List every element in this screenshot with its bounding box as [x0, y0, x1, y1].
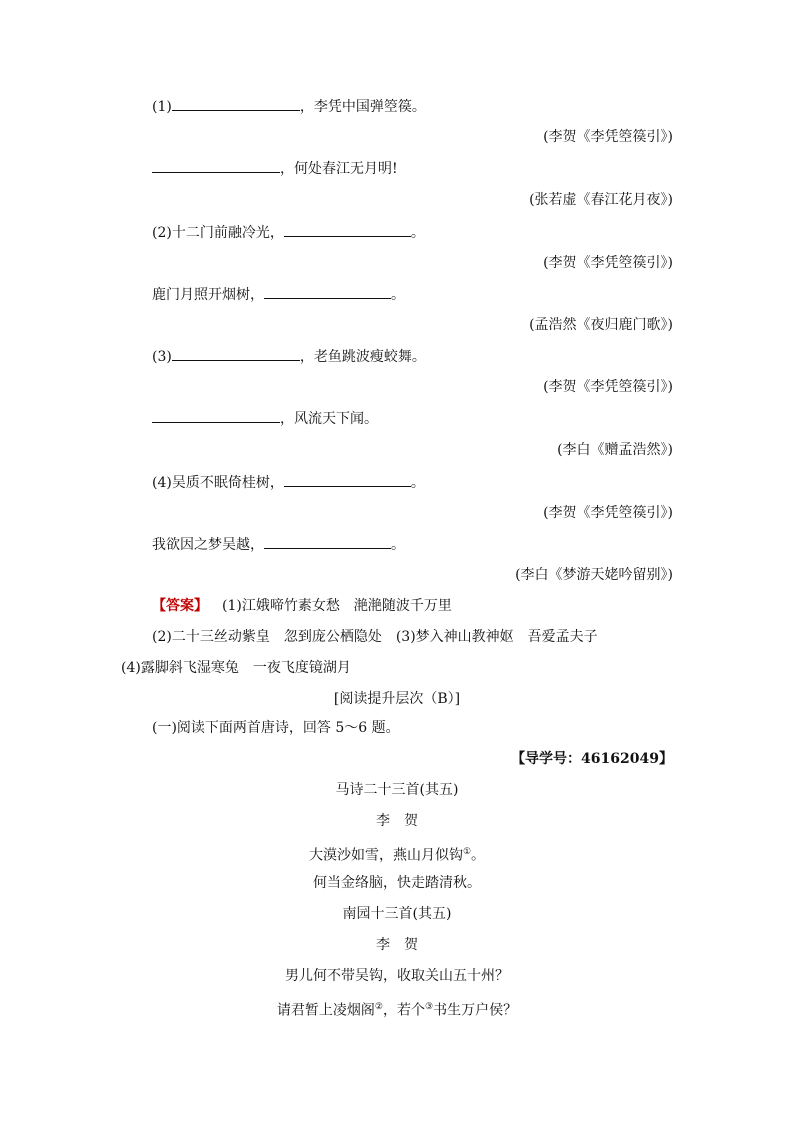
question-1-line — [152, 96, 426, 116]
verse-text: 我欲因之梦吴越， — [152, 537, 264, 553]
answer-line-2: (2)二十三丝动紫皇 忽到庞公栖隐处 (3)梦入神山教神妪 吾爱孟夫子 — [152, 629, 598, 645]
answer-blank[interactable] — [172, 96, 300, 111]
verse-text: ，若个 — [383, 1002, 425, 1019]
verse-text: (2)十二门前融冷光， — [152, 225, 284, 241]
verse-end: 。 — [410, 475, 425, 491]
source-citation: (李贺《李凭箜篌引》) — [543, 255, 673, 271]
poem-2-line-1: 男儿何不带吴钩，收取关山五十州？ — [285, 968, 509, 984]
verse-text: 书生万户侯？ — [433, 1002, 518, 1019]
question-2b-line — [152, 284, 405, 304]
answer-blank[interactable] — [264, 284, 391, 299]
answer-blank[interactable] — [172, 346, 300, 361]
answer-blank[interactable] — [264, 534, 391, 549]
poem-1-author: 李 贺 — [376, 813, 418, 829]
question-number: (3) — [152, 349, 172, 365]
verse-text: (4)吴质不眠倚桂树， — [152, 475, 284, 491]
source-citation: (孟浩然《夜归鹿门歌》) — [529, 317, 673, 333]
poem-2-title: 南园十三首(其五) — [342, 906, 452, 922]
source-citation: (张若虚《春江花月夜》) — [529, 192, 673, 208]
answer-line-1 — [152, 596, 452, 616]
question-number: (1) — [152, 99, 172, 115]
answer-line-3: (4)露脚斜飞湿寒兔 一夜飞度镜湖月 — [121, 660, 351, 676]
guide-number: 【导学号：46162049】 — [511, 751, 673, 767]
question-3-line — [152, 346, 426, 366]
verse-text: 鹿门月照开烟树， — [152, 287, 264, 303]
source-citation: (李贺《李凭箜篌引》) — [543, 379, 673, 395]
verse-end: 。 — [391, 537, 405, 553]
footnote-mark: ① — [462, 847, 472, 857]
source-citation: (李贺《李凭箜篌引》) — [543, 129, 673, 145]
answer-blank[interactable] — [284, 472, 411, 487]
answer-blank[interactable] — [284, 222, 411, 237]
verse-text: ，李凭中国弹箜篌。 — [299, 99, 426, 115]
answer-text: (1)江娥啼竹素女愁 滟滟随波千万里 — [222, 598, 452, 614]
verse-text: 请君暂上凌烟阁 — [276, 1002, 375, 1019]
question-1b-line — [152, 158, 398, 178]
source-citation: (李白《梦游天姥吟留别》) — [515, 567, 673, 583]
verse-text: ，何处春江无月明! — [280, 161, 398, 177]
verse-end: 。 — [391, 287, 405, 303]
answer-blank[interactable] — [152, 158, 280, 173]
question-4-line — [152, 472, 425, 492]
poem-1-title: 马诗二十三首(其五) — [335, 782, 459, 798]
source-citation: (李白《赠孟浩然》) — [557, 442, 673, 458]
verse-end: 。 — [471, 847, 486, 864]
verse-text: ，风流天下闻。 — [280, 411, 378, 427]
verse-text: 大漠沙如雪，燕山月似钩 — [308, 847, 463, 864]
verse-text: ，老鱼跳波瘦蛟舞。 — [299, 349, 426, 365]
poem-2-author: 李 贺 — [376, 937, 418, 953]
poem-2-line-2 — [0, 997, 794, 1017]
answer-blank[interactable] — [152, 408, 280, 423]
answer-tag: 【答案】 — [152, 598, 208, 614]
poem-1-line-2: 何当金络脑，快走踏清秋。 — [313, 875, 481, 891]
footnote-mark: ③ — [425, 1002, 434, 1012]
footnote-mark: ② — [374, 1002, 383, 1012]
section-intro: (一)阅读下面两首唐诗，回答 5～6 题。 — [152, 720, 400, 736]
section-heading: [阅读提升层次（B）] — [333, 691, 461, 707]
question-3b-line — [152, 408, 378, 428]
question-2-line — [152, 222, 425, 242]
poem-1-line-1 — [0, 842, 794, 862]
verse-end: 。 — [410, 225, 425, 241]
source-citation: (李贺《李凭箜篌引》) — [543, 505, 673, 521]
question-4b-line — [152, 534, 405, 554]
